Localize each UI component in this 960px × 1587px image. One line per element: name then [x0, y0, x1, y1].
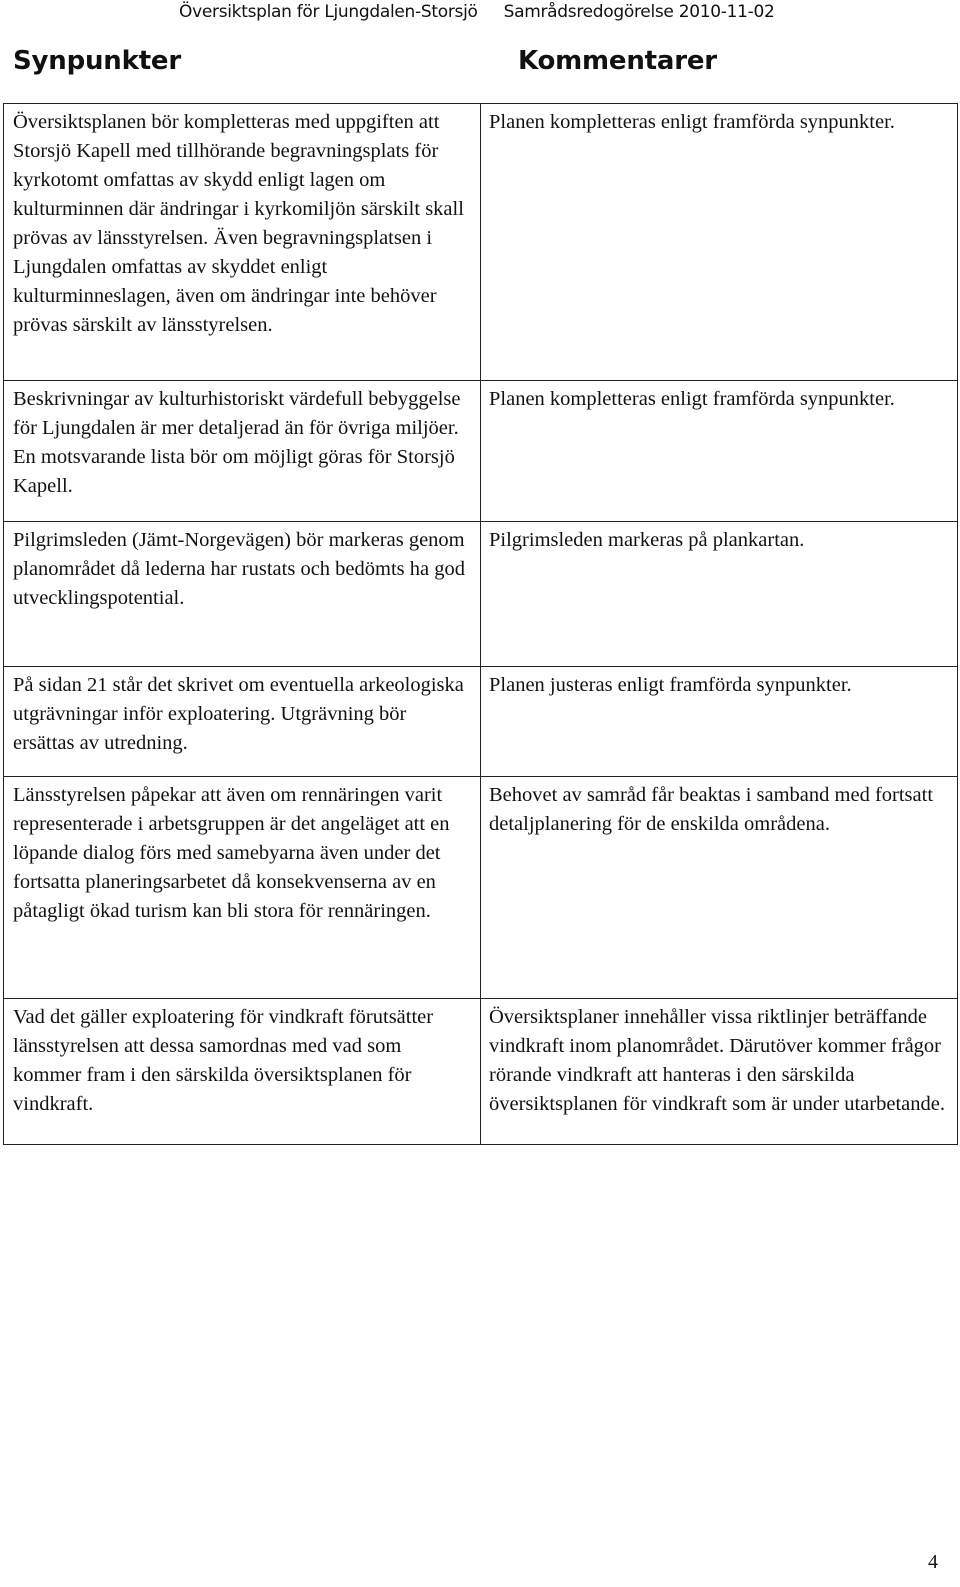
kommentar-cell	[481, 104, 958, 381]
kommentar-cell	[481, 667, 958, 777]
synpunkt-text: På sidan 21 står det skrivet om eventuella arkeologiska utgrävningar inför exploatering. Utgrävning bör ersättas av utredning.	[13, 674, 464, 754]
synpunkt-cell	[4, 999, 481, 1145]
synpunkt-cell	[4, 667, 481, 777]
kommentar-text: Planen kompletteras enligt framförda synpunkter.	[489, 388, 895, 410]
synpunkt-text: Översiktsplanen bör kompletteras med uppgiften att Storsjö Kapell med tillhörande begravningsplats för kyrkotomt omfattas av skydd enligt lagen om kulturminnen där ändringar i kyrkomiljön särskilt skall prövas av länsstyrelsen. Även begravningsplatsen i Ljungdalen omfattas av skyddet enligt kulturminneslagen, även om ändringar inte behöver prövas särskilt av länsstyrelsen.	[13, 111, 464, 336]
comments-table	[3, 103, 958, 1145]
kommentar-text: Översiktsplaner innehåller vissa riktlinjer beträffande vindkraft inom planområdet. Därutöver kommer frågor rörande vindkraft att hanteras i den särskilda översiktsplanen för vindkraft som är under utarbetande.	[489, 1006, 945, 1115]
table-row	[4, 381, 958, 522]
synpunkt-cell	[4, 104, 481, 381]
synpunkt-text: Pilgrimsleden (Jämt-Norgevägen) bör markeras genom planområdet då lederna har rustats och bedömts ha god utvecklingspotential.	[13, 529, 465, 609]
synpunkt-cell	[4, 381, 481, 522]
document-date: Samrådsredogörelse 2010-11-02	[503, 2, 775, 22]
document-title: Översiktsplan för Ljungdalen-Storsjö	[179, 2, 478, 22]
kommentar-text: Planen justeras enligt framförda synpunkter.	[489, 674, 852, 696]
kommentar-cell	[481, 999, 958, 1145]
kommentar-text: Behovet av samråd får beaktas i samband med fortsatt detaljplanering för de enskilda områdena.	[489, 784, 934, 835]
kommentar-text: Planen kompletteras enligt framförda synpunkter.	[489, 111, 895, 133]
kommentar-cell	[481, 381, 958, 522]
page-number: 4	[928, 1551, 938, 1573]
running-header	[179, 2, 799, 22]
synpunkt-text: Beskrivningar av kulturhistoriskt värdefull bebyggelse för Ljungdalen är mer detaljerad än för övriga miljöer. En motsvarande lista bör om möjligt göras för Storsjö Kapell.	[13, 388, 461, 497]
column-heading-kommentarer: Kommentarer	[518, 46, 717, 76]
synpunkt-text: Länsstyrelsen påpekar att även om rennäringen varit representerade i arbetsgruppen är det angeläget att en löpande dialog förs med samebyarna även under det fortsatta planeringsarbetet då konsekvenserna av en påtagligt ökad turism kan bli stora för rennäringen.	[13, 784, 450, 922]
column-heading-synpunkter: Synpunkter	[13, 46, 181, 76]
synpunkt-cell	[4, 777, 481, 999]
kommentar-cell	[481, 777, 958, 999]
table-row	[4, 999, 958, 1145]
kommentar-text: Pilgrimsleden markeras på plankartan.	[489, 529, 805, 551]
kommentar-cell	[481, 522, 958, 667]
synpunkt-text: Vad det gäller exploatering för vindkraft förutsätter länsstyrelsen att dessa samordnas med vad som kommer fram i den särskilda översiktsplanen för vindkraft.	[13, 1006, 434, 1115]
table-row	[4, 777, 958, 999]
table-row	[4, 104, 958, 381]
synpunkt-cell	[4, 522, 481, 667]
table-row	[4, 522, 958, 667]
table-row	[4, 667, 958, 777]
